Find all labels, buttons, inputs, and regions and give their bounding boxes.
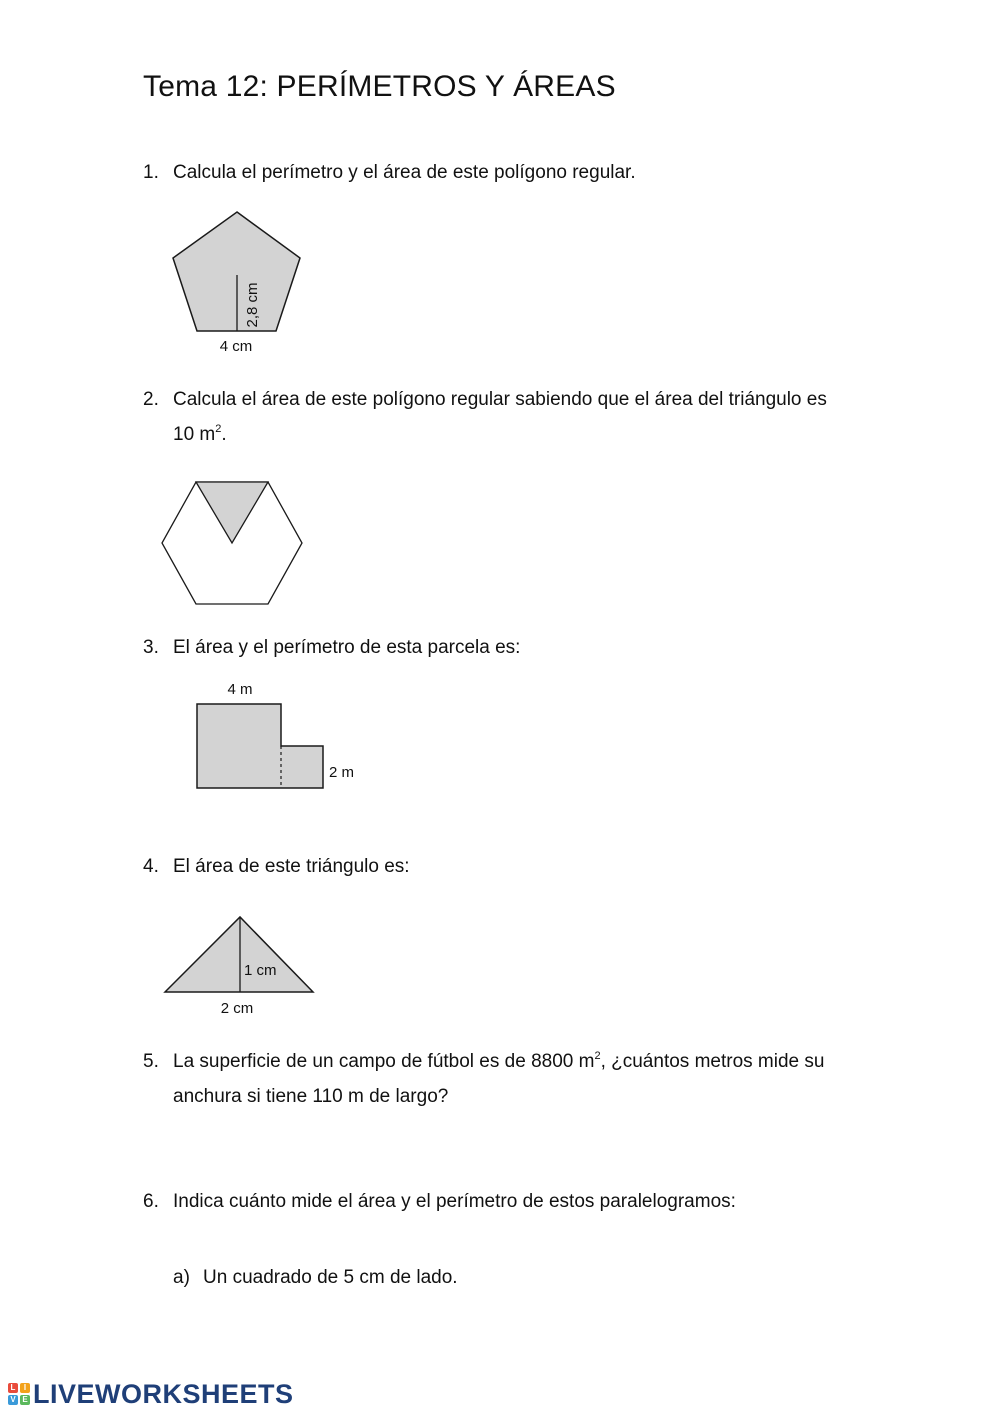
- question-4: [143, 849, 853, 884]
- question-text: Indica cuánto mide el área y el perímetro de estos paralelogramos:: [173, 1191, 736, 1212]
- base-label: 2 cm: [220, 1000, 254, 1017]
- height-label: 1 cm: [244, 962, 277, 979]
- question-number: 4.: [143, 856, 159, 877]
- subitem-label: a): [173, 1267, 190, 1288]
- subitem-text: Un cuadrado de 5 cm de lado.: [203, 1267, 458, 1288]
- triangle-shape: [165, 917, 313, 992]
- parcel-figure: [190, 675, 370, 795]
- apothem-label: 2,8 cm: [244, 282, 261, 328]
- question-5: [143, 1044, 853, 1114]
- question-1: [143, 155, 853, 190]
- subitem-a: [173, 1260, 458, 1295]
- logo-icon-letter: I: [20, 1383, 30, 1393]
- question-text-part: La superficie de un campo de fútbol es de 8800 m: [173, 1051, 595, 1072]
- side-label: 4 cm: [219, 338, 253, 355]
- question-number: 3.: [143, 637, 159, 658]
- question-number: 1.: [143, 162, 159, 183]
- question-text: Calcula el perímetro y el área de este polígono regular.: [173, 162, 636, 183]
- question-text: [173, 1044, 853, 1114]
- question-text-part: Calcula el área de este polígono regular sabiendo que el área del triángulo es 10 m: [173, 389, 827, 445]
- logo-text: LIVEWORKSHEETS: [33, 1378, 294, 1409]
- question-2: [143, 382, 853, 452]
- pentagon-figure: [160, 205, 320, 360]
- question-number: 6.: [143, 1191, 159, 1212]
- triangle-figure: [160, 910, 325, 1025]
- question-number: 2.: [143, 389, 159, 410]
- question-number: 5.: [143, 1051, 159, 1072]
- logo-icon-letter: L: [8, 1383, 18, 1393]
- hexagon-figure: [158, 478, 308, 608]
- logo-icon-letter: V: [8, 1395, 18, 1405]
- logo-icon-letter: E: [20, 1395, 30, 1405]
- question-text: El área y el perímetro de esta parcela es:: [173, 637, 521, 658]
- logo-icon: [8, 1383, 30, 1405]
- liveworksheets-logo: [8, 1377, 294, 1411]
- question-text: [173, 382, 853, 452]
- superscript: 2: [215, 423, 222, 435]
- superscript: 2: [594, 1050, 601, 1062]
- question-text: El área de este triángulo es:: [173, 856, 410, 877]
- question-text-part: , ¿cuántos metros mide su anchura si tiene 110 m de largo?: [173, 1051, 825, 1107]
- page-title: Tema 12: PERÍMETROS Y ÁREAS: [143, 70, 616, 103]
- side-label: 2 m: [329, 764, 355, 781]
- question-3: [143, 630, 853, 665]
- parcel-shape: [197, 704, 323, 788]
- question-6: [143, 1184, 853, 1219]
- top-label: 4 m: [227, 681, 253, 698]
- question-text-part: .: [221, 424, 227, 445]
